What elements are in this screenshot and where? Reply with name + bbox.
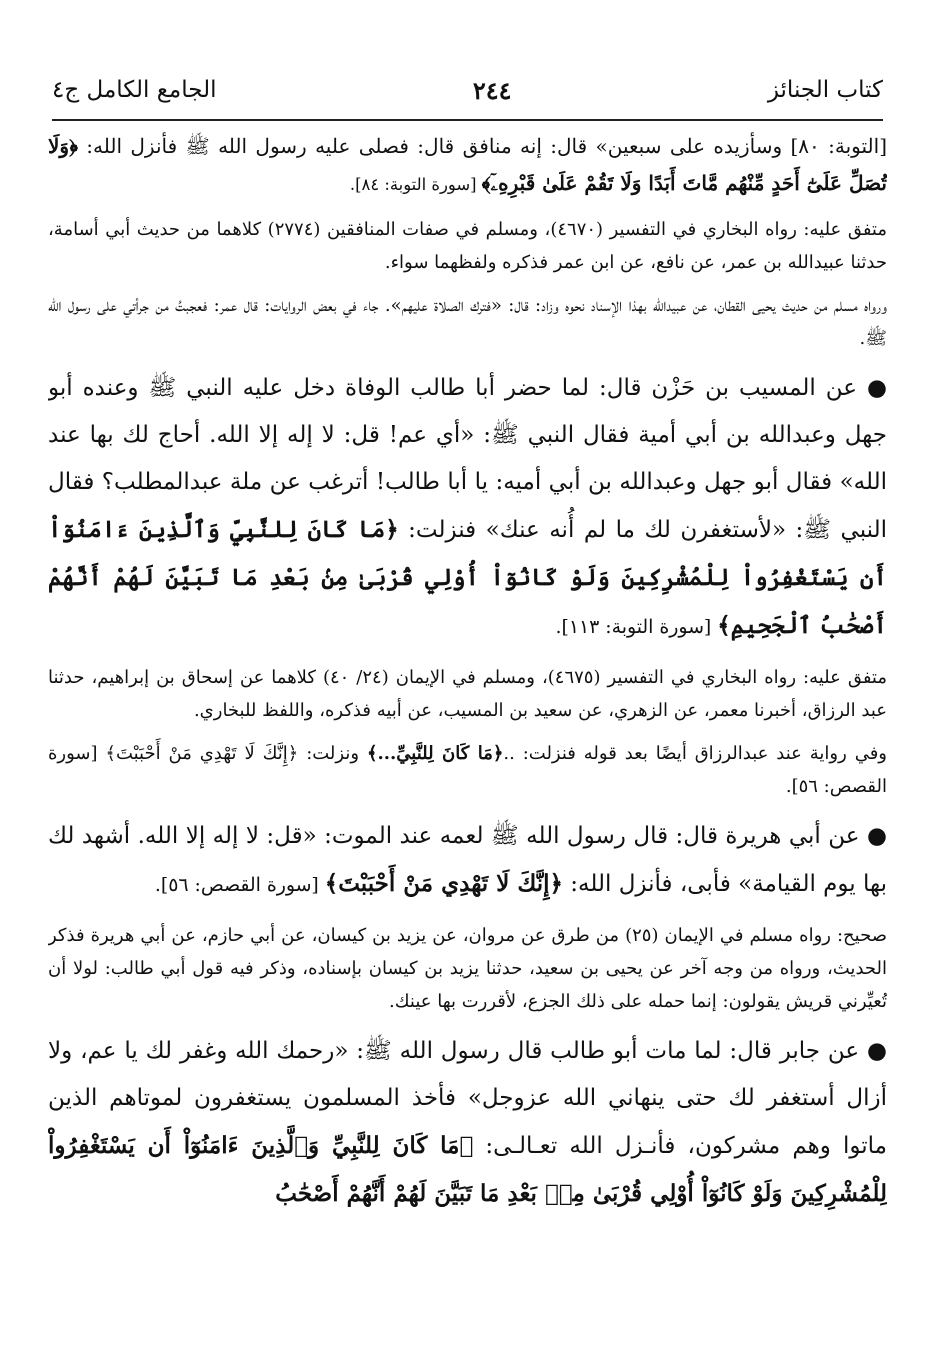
takhrij-note [48, 919, 887, 1018]
takhrij-note [48, 289, 887, 355]
body-text: ● عن المسيب بن حَزْن قال: لما حضر أبا طالب الوفاة دخل عليه النبي ﷺ وعنده أبو جهل وعبدالله بن أبي أمية فقال النبي ﷺ: «أي عم! قل: لا إله إلا الله. أحاج لك بها عند الله» فقال أبو جهل وعبدالله بن أبي أميه: يا أبا طالب! أترغب عن ملة عبدالمطلب؟ فقال النبي ﷺ: «لأستغفرن لك ما لم أُنه عنك» فنزلت: [48, 375, 887, 543]
quran-verse: ﴿مَا كَانَ لِلنَّبِيِّ وَٱلَّذِينَ ءَامَنُوٓاْ أَن يَسْتَغْفِرُواْ لِلْمُشْرِكِينَ وَلَوْ كَانُوٓاْ أُوْلِي قُرْبَىٰ مِنۢ بَعْدِ مَا تَبَيَّنَ لَهُمْ أَنَّهُمْ أَصْحَٰبُ ٱلْجَحِيمِ﴾ [48, 516, 887, 639]
hadith-continuation [48, 128, 887, 203]
page-number: ٢٤٤ [472, 75, 512, 105]
quran-verse: ﴿مَا كَانَ لِلنَّبِيِّ...﴾ [366, 743, 504, 764]
takhrij-note [48, 737, 887, 803]
surah-reference: [سورة التوبة: ٨٤]. [349, 175, 482, 194]
book-title: الجامع الكامل ج٤ [52, 77, 217, 103]
body-text: متفق عليه: رواه البخاري في التفسير (٤٦٧٥)، ومسلم في الإيمان (٢٤/ ٤٠) كلاهما عن إسحاق بن إبراهيم، حدثنا عبد الرزاق، أخبرنا معمر، عن الزهري، عن سعيد بن المسيب، عن أبيه فذكره، واللفظ للبخاري. [48, 667, 887, 721]
surah-reference: ونزلت: ﴿إِنَّكَ لَا تَهْدِي مَنْ أَحْبَبْتَ﴾ [سورة القصص: ٥٦]. [48, 743, 887, 797]
hadith-text [48, 813, 887, 909]
body-text: ورواه مسلم من حديث يحيى القطان، عن عبيدالله بهذا الإسناد نحوه وزاد: قال: «فترك الصلاة عليهم». جاء في بعض الروايات: قال عمر: فعجبتُ من جرأتي على رسول الله ﷺ. [48, 295, 887, 349]
body-text: متفق عليه: رواه البخاري في التفسير (٤٦٧٠)، ومسلم في صفات المنافقين (٢٧٧٤) كلاهما من حديث أبي أسامة، حدثنا عبيدالله بن عمر، عن نافع، عن ابن عمر فذكره ولفظهما سواء. [48, 219, 887, 273]
running-header [52, 68, 883, 112]
hadith-text [48, 1028, 887, 1218]
quran-verse: ﴿إِنَّكَ لَا تَهْدِي مَنْ أَحْبَبْتَ﴾ [324, 870, 563, 897]
chapter-title: كتاب الجنائز [767, 77, 883, 103]
surah-reference: [سورة القصص: ٥٦]. [154, 874, 325, 896]
body-text: صحيح: رواه مسلم في الإيمان (٢٥) من طرق عن مروان، عن يزيد بن كيسان، عن أبي حازم، عن أبي هريرة فذكر الحديث، ورواه من وجه آخر عن يحيى بن سعيد، حدثنا يزيد بن كيسان بإسناده، وذكر فيه قول أبي طالب: لولا أن تُعيِّرني قريش يقولون: إنما حمله على ذلك الجزع، لأقررت بها عينك. [48, 925, 887, 1012]
hadith-text [48, 365, 887, 651]
quran-verse: ﴿مَا كَانَ لِلنَّبِيِّ وَٱلَّذِينَ ءَامَنُوٓاْ أَن يَسْتَغْفِرُواْ لِلْمُشْرِكِينَ وَلَوْ كَانُوٓاْ أُوْلِي قُرْبَىٰ مِنۢ بَعْدِ مَا تَبَيَّنَ لَهُمْ أَنَّهُمْ أَصْحَٰبُ [48, 1132, 887, 1207]
surah-reference: [سورة التوبة: ١١٣]. [555, 616, 718, 638]
body-text: ● عن جابر قال: لما مات أبو طالب قال رسول الله ﷺ: «رحمك الله وغفر لك يا عم، ولا أزال أستغفر لك حتى ينهاني الله عزوجل» فأخذ المسلمون يستغفرون لموتاهم الذين ماتوا وهم مشركون، فأنـزل الله تعـالـى: [48, 1038, 887, 1159]
body-text: وفي رواية عند عبدالرزاق أيضًا بعد قوله فنزلت: .. [503, 743, 887, 764]
takhrij-note [48, 213, 887, 279]
body-text: [التوبة: ٨٠] وسأزيده على سبعين» قال: إنه منافق قال: فصلى عليه رسول الله ﷺ فأنزل الله: [77, 134, 887, 158]
quran-verse: ﴿وَلَا تُصَلِّ عَلَىٰٓ أَحَدٍ مِّنْهُم مَّاتَ أَبَدًا وَلَا تَقُمْ عَلَىٰ قَبْرِهِۦٓ﴾ [48, 134, 887, 195]
header-rule [52, 119, 883, 121]
page-body [48, 128, 887, 1372]
body-text: ● عن أبي هريرة قال: قال رسول الله ﷺ لعمه عند الموت: «قل: لا إله إلا الله. أشهد لك بها يوم القيامة» فأبى، فأنزل الله: [48, 823, 887, 897]
takhrij-note [48, 661, 887, 727]
